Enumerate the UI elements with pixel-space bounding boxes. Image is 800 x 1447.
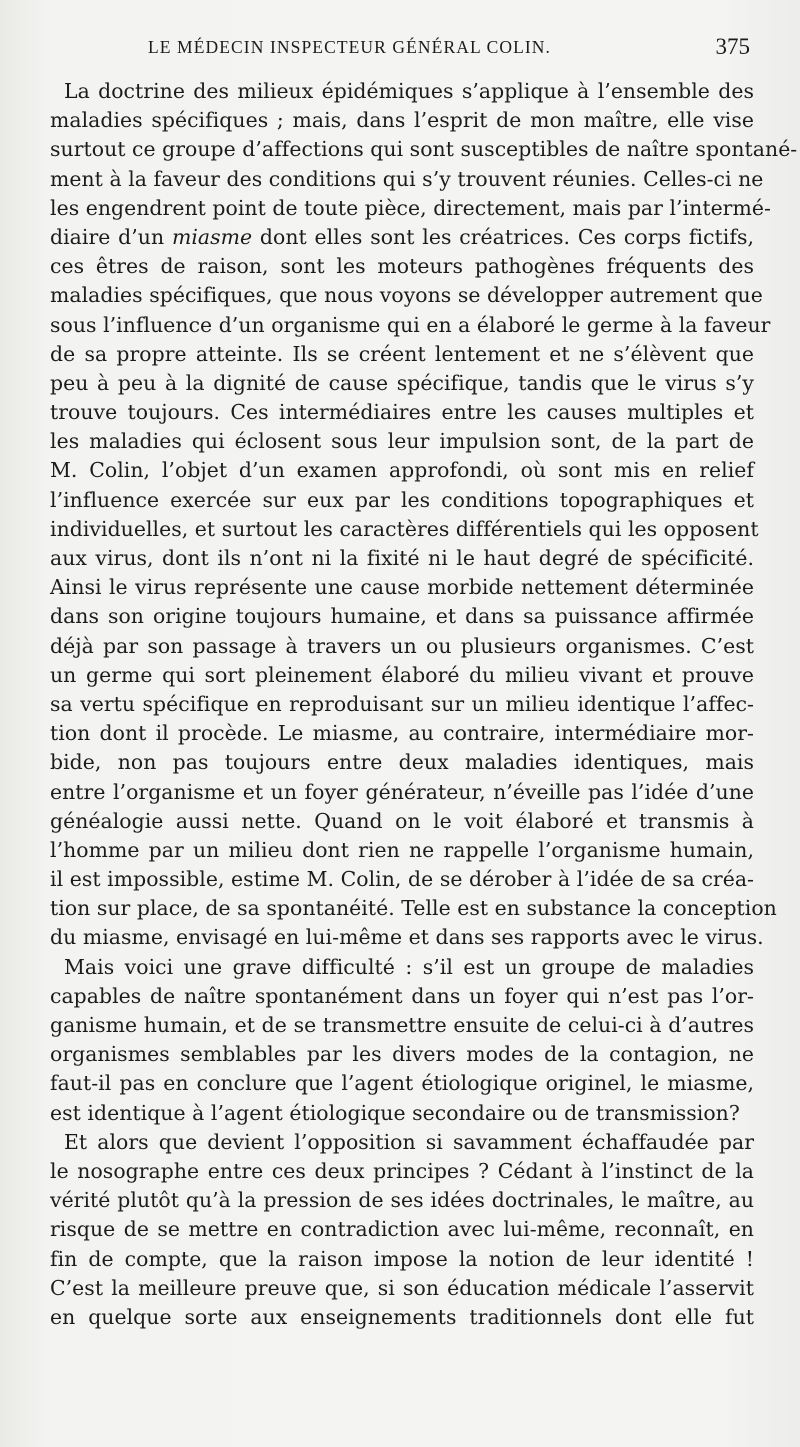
body-text	[50, 77, 798, 1332]
running-header	[148, 34, 750, 68]
text-line: ganisme humain, et de se transmettre ensuite de celui-ci à d’autres	[50, 1013, 754, 1037]
text-line: vérité plutôt qu’à la pression de ses idées doctrinales, le maître, au	[50, 1188, 754, 1213]
text-line: tion sur place, de sa spontanéité. Telle est en substance la conception	[50, 896, 777, 921]
text-line: entre l’organisme et un foyer générateur, n’éveille pas l’idée d’une	[50, 779, 754, 804]
text-line: C’est la meilleure preuve que, si son éducation médicale l’asservit	[50, 1275, 754, 1300]
text-line: du miasme, envisagé en lui-même et dans ses rapports avec le virus.	[50, 925, 764, 950]
text-line: surtout ce groupe d’affections qui sont susceptibles de naître spontané-	[50, 137, 798, 162]
text-line: Mais voici une grave difficulté : s’il est un groupe de maladies	[64, 954, 754, 979]
text-line: il est impossible, estime M. Colin, de se dérober à l’idée de sa créa-	[50, 867, 754, 892]
text-line: est identique à l’agent étiologique secondaire ou de transmission?	[50, 1100, 740, 1125]
page-number: 375	[715, 34, 750, 59]
paragraph	[50, 953, 754, 1128]
text-line: fin de compte, que la raison impose la notion de leur identité !	[50, 1246, 754, 1271]
text-line: faut-il pas en conclure que l’agent étiologique originel, le miasme,	[50, 1071, 754, 1096]
text-line: peu à peu à la dignité de cause spécifique, tandis que le virus s’y	[50, 370, 754, 395]
text-line: déjà par son passage à travers un ou plusieurs organismes. C’est	[50, 633, 754, 658]
text-line: ces êtres de raison, sont les moteurs pathogènes fréquents des	[50, 254, 754, 279]
text-line: maladies spécifiques ; mais, dans l’esprit de mon maître, elle vise	[50, 108, 754, 133]
text-line: ment à la faveur des conditions qui s’y trouvent réunies. Celles-ci ne	[50, 166, 764, 191]
text-line: M. Colin, l’objet d’un examen approfondi, où sont mis en relief	[50, 458, 754, 483]
text-line: les engendrent point de toute pièce, directement, mais par l’intermé-	[50, 195, 771, 220]
text-line: l’influence exercée sur eux par les conditions topographiques et	[50, 487, 754, 512]
text-line: aux virus, dont ils n’ont ni la fixité ni le haut degré de spécificité.	[50, 546, 754, 570]
text-line: en quelque sorte aux enseignements traditionnels dont elle fut	[50, 1304, 754, 1329]
text-line: diaire d’un miasme dont elles sont les créatrices. Ces corps fictifs,	[50, 224, 754, 249]
text-line: tion dont il procède. Le miasme, au contraire, intermédiaire mor-	[50, 721, 754, 746]
text-line: Ainsi le virus représente une cause morbide nettement déterminée	[50, 575, 754, 600]
text-line: La doctrine des milieux épidémiques s’applique à l’ensemble des	[64, 79, 754, 103]
text-line: de sa propre atteinte. Ils se créent lentement et ne s’élèvent que	[50, 341, 754, 366]
text-line: généalogie aussi nette. Quand on le voit élaboré et transmis à	[50, 808, 754, 833]
text-line: individuelles, et surtout les caractères différentiels qui les opposent	[50, 516, 759, 541]
text-line: l’homme par un milieu dont rien ne rappelle l’organisme humain,	[50, 837, 754, 862]
text-line: capables de naître spontanément dans un foyer qui n’est pas l’or-	[50, 983, 754, 1008]
text-line: dans son origine toujours humaine, et dans sa puissance affirmée	[50, 604, 754, 629]
text-line: Et alors que devient l’opposition si savamment échaffaudée par	[64, 1129, 754, 1154]
text-line: risque de se mettre en contradiction avec lui-même, reconnaît, en	[50, 1217, 754, 1242]
text-line: les maladies qui éclosent sous leur impulsion sont, de la part de	[50, 429, 754, 454]
text-line: bide, non pas toujours entre deux maladies identiques, mais	[50, 750, 754, 775]
text-line: sa vertu spécifique en reproduisant sur un milieu identique l’affec-	[50, 691, 754, 716]
text-line: un germe qui sort pleinement élaboré du milieu vivant et prouve	[50, 662, 754, 687]
running-title: LE MÉDECIN INSPECTEUR GÉNÉRAL COLIN.	[148, 37, 552, 57]
text-line: sous l’influence d’un organisme qui en a élaboré le germe à la faveur	[50, 312, 771, 337]
text-line: maladies spécifiques, que nous voyons se développer autrement que	[50, 283, 763, 308]
text-line: organismes semblables par les divers modes de la contagion, ne	[50, 1042, 754, 1067]
paragraph	[50, 77, 798, 953]
text-line: le nosographe entre ces deux principes ? Cédant à l’instinct de la	[50, 1158, 754, 1183]
paragraph	[50, 1128, 754, 1332]
text-line: trouve toujours. Ces intermédiaires entre les causes multiples et	[50, 400, 754, 425]
